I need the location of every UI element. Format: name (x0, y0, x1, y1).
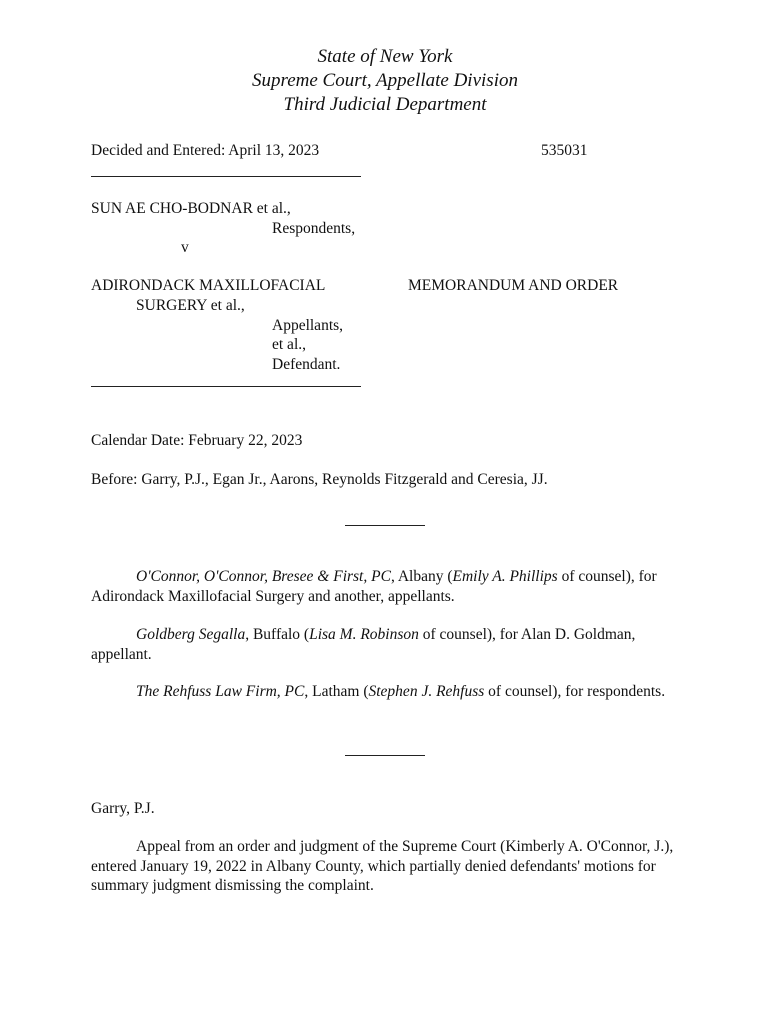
opinion-paragraph: Appeal from an order and judgment of the Supreme Court (Kimberly A. O'Connor, J.), entered January 19, 2022 in Albany County, which partially denied defendants' motions for summary judgment dismissing the complaint. (91, 838, 674, 894)
defendant-role-defendant: Defendant. (272, 356, 341, 373)
counsel-city: , Latham ( (304, 683, 369, 700)
counsel-paragraph-2 (91, 625, 681, 664)
panel-before: Before: Garry, P.J., Egan Jr., Aarons, Reynolds Fitzgerald and Ceresia, JJ. (91, 471, 548, 488)
document-type: MEMORANDUM AND ORDER (408, 277, 619, 294)
plaintiff-name: SUN AE CHO-BODNAR et al., (91, 200, 291, 217)
caption-rule-top (91, 176, 361, 177)
counsel-city: , Albany ( (390, 568, 453, 585)
defendant-name-line1: ADIRONDACK MAXILLOFACIAL (91, 277, 326, 294)
counsel-detail: of counsel), for respondents. (484, 683, 666, 700)
defendant-role-appellants: Appellants, (272, 317, 344, 334)
counsel-firm: O'Connor, O'Connor, Bresee & First, PC (136, 568, 391, 585)
docket-number: 535031 (541, 142, 588, 159)
court-department: Third Judicial Department (283, 94, 487, 115)
decided-date: Decided and Entered: April 13, 2023 (91, 142, 320, 159)
defendant-role-etal: et al., (272, 336, 306, 353)
versus: v (181, 239, 189, 256)
caption-rule-bottom (91, 386, 361, 387)
counsel-detail: of counsel), for Alan D. Goldman, appellant. (91, 626, 636, 663)
counsel-attorney: Stephen J. Rehfuss (368, 683, 485, 700)
opinion-author: Garry, P.J. (91, 800, 155, 817)
counsel-firm: The Rehfuss Law Firm, PC (136, 683, 305, 700)
counsel-firm: Goldberg Segalla (136, 626, 246, 643)
counsel-detail: of counsel), for Adirondack Maxillofacial Surgery and another, appellants. (91, 568, 657, 605)
counsel-city: , Buffalo ( (245, 626, 310, 643)
plaintiff-role: Respondents, (272, 220, 356, 237)
section-divider-2 (345, 755, 425, 756)
defendant-name-line2: SURGERY et al., (136, 297, 245, 314)
court-state: State of New York (317, 46, 453, 67)
court-division: Supreme Court, Appellate Division (252, 70, 518, 91)
counsel-paragraph-3 (91, 682, 681, 702)
section-divider-1 (345, 525, 425, 526)
calendar-date: Calendar Date: February 22, 2023 (91, 432, 303, 449)
counsel-paragraph-1 (91, 567, 681, 606)
counsel-attorney: Emily A. Phillips (452, 568, 558, 585)
counsel-attorney: Lisa M. Robinson (309, 626, 419, 643)
